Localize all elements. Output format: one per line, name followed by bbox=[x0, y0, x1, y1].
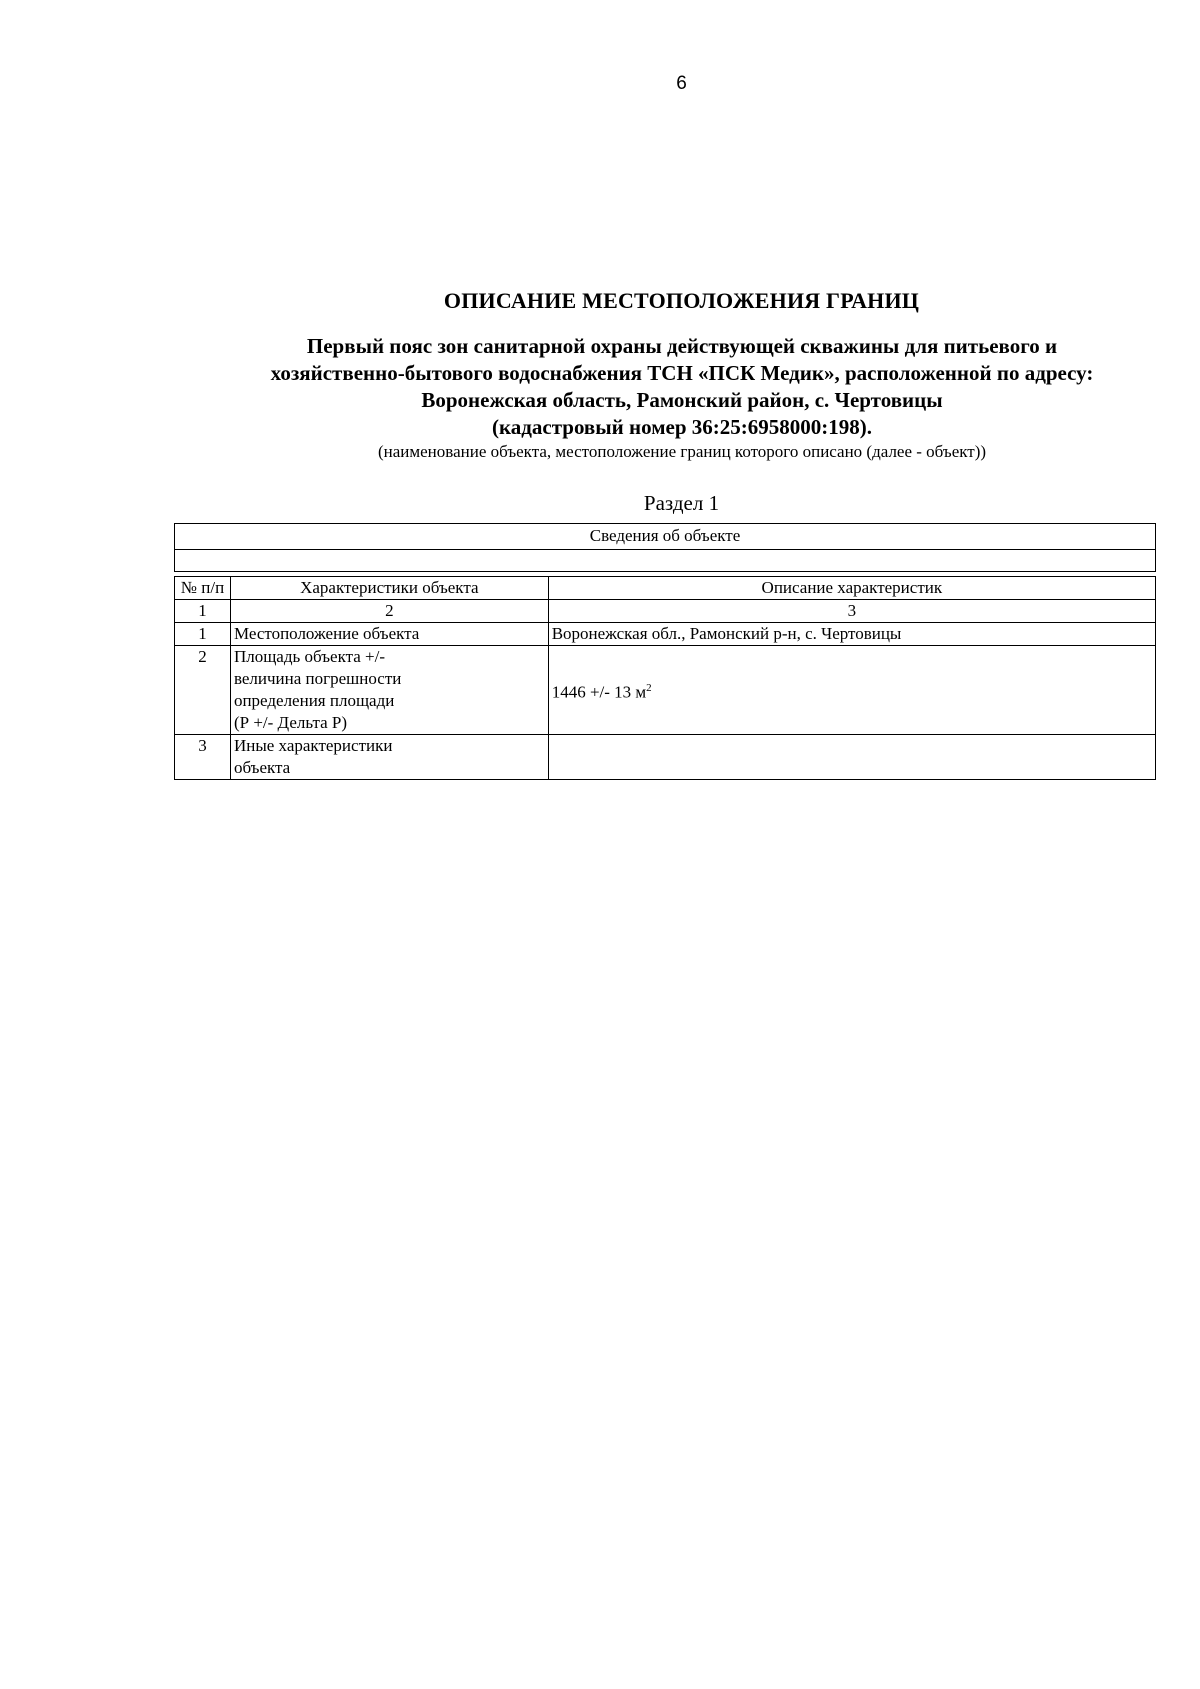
document-title: ОПИСАНИЕ МЕСТОПОЛОЖЕНИЯ ГРАНИЦ bbox=[443, 288, 920, 313]
table-header-title: Сведения об объекте bbox=[175, 524, 1155, 550]
row-characteristic bbox=[230, 646, 548, 735]
column-header-description: Описание характеристик bbox=[548, 577, 1155, 600]
column-number-row bbox=[175, 600, 1156, 623]
subtitle-line: Воронежская область, Рамонский район, с. Чертовицы bbox=[421, 388, 943, 412]
table-row bbox=[175, 735, 1156, 780]
column-header-number: № п/п bbox=[175, 577, 231, 600]
table-header-row bbox=[175, 577, 1156, 600]
row-description: Воронежская обл., Рамонский р-н, с. Чертовицы bbox=[548, 623, 1155, 646]
page-number: 6 bbox=[676, 73, 687, 94]
row-description bbox=[548, 735, 1155, 780]
object-info-table bbox=[174, 576, 1156, 780]
area-value: 1446 +/- 13 м bbox=[551, 682, 647, 702]
row-characteristic bbox=[230, 623, 548, 646]
column-number: 3 bbox=[548, 600, 1155, 623]
table-row bbox=[175, 646, 1156, 735]
subtitle-line: хозяйственно-бытового водоснабжения ТСН «ПСК Медик», расположенной по адресу: bbox=[270, 361, 1094, 385]
row-description bbox=[548, 646, 1155, 735]
characteristic-line: (Р +/- Дельта Р) bbox=[233, 713, 348, 732]
characteristic-line: Площадь объекта +/- bbox=[233, 647, 386, 666]
characteristic-line: величина погрешности bbox=[233, 669, 402, 688]
area-unit-exponent: 2 bbox=[646, 681, 652, 694]
table-header-box bbox=[174, 523, 1156, 572]
section-label: Раздел 1 bbox=[643, 491, 720, 515]
object-caption: (наименование объекта, местоположение границ которого описано (далее - объект)) bbox=[377, 442, 987, 461]
column-number: 2 bbox=[230, 600, 548, 623]
row-number: 3 bbox=[175, 735, 231, 780]
column-header-characteristics: Характеристики объекта bbox=[230, 577, 548, 600]
characteristic-line: определения площади bbox=[233, 691, 395, 710]
subtitle-line: (кадастровый номер 36:25:6958000:198). bbox=[491, 415, 872, 439]
subtitle-line: Первый пояс зон санитарной охраны действующей скважины для питьевого и bbox=[306, 334, 1058, 358]
characteristic-line: Местоположение объекта bbox=[233, 624, 420, 643]
characteristic-line: объекта bbox=[233, 758, 291, 777]
characteristic-line: Иные характеристики bbox=[233, 736, 393, 755]
row-number: 1 bbox=[175, 623, 231, 646]
table-row bbox=[175, 623, 1156, 646]
document-subtitle bbox=[170, 333, 1194, 441]
row-number: 2 bbox=[175, 646, 231, 735]
column-number: 1 bbox=[175, 600, 231, 623]
row-characteristic bbox=[230, 735, 548, 780]
